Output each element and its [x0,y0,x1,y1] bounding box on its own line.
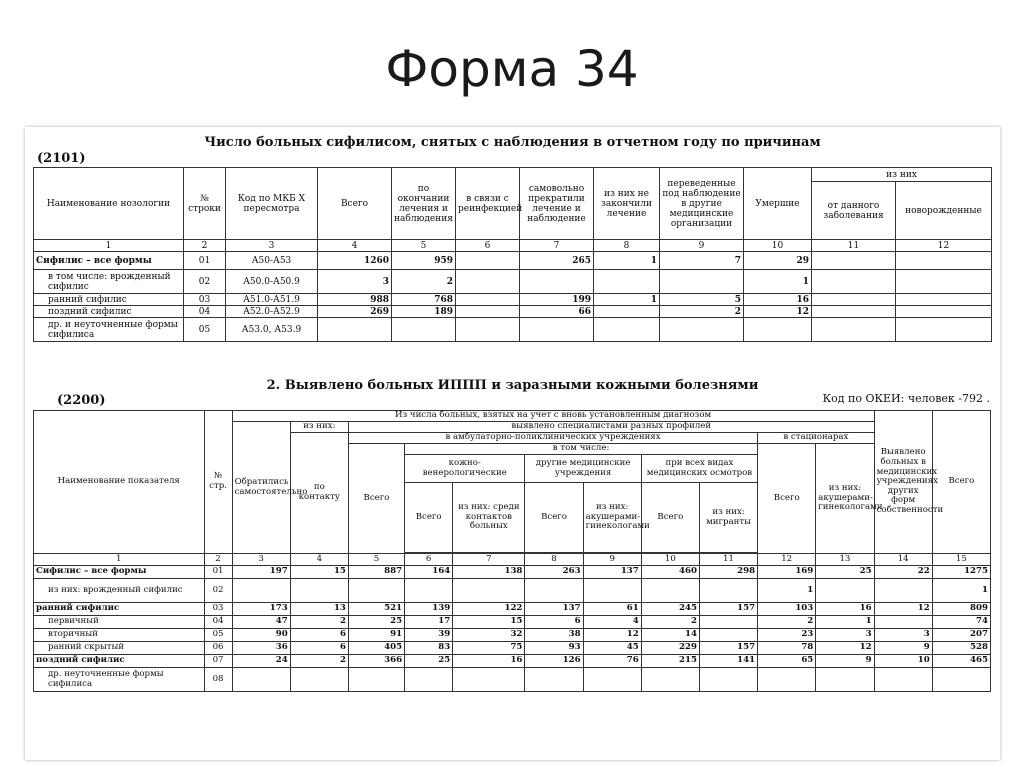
row-value: 16 [453,655,525,668]
t2-head-other-med: другие медицинские учреждения [525,455,641,483]
row-value [456,294,520,306]
t2-head-other-forms: Выявлено больных в медицинских учреждениях других форм собственности [874,411,932,554]
row-value: 245 [641,603,699,616]
row-value: 1 [594,294,660,306]
row-icd-code: А53.0, А53.9 [226,318,318,342]
t2-colnum: 4 [290,554,348,566]
row-line: 05 [204,629,232,642]
row-value: 36 [232,642,290,655]
t2-head-skin-ven: кожно-венерологические [405,455,525,483]
t2-colnum: 5 [348,554,404,566]
row-value [744,318,812,342]
row-value [896,270,992,294]
row-name: ранний сифилис [34,603,205,616]
row-value: 269 [318,306,392,318]
table-row [34,318,992,342]
t2-colnum: 6 [405,554,453,566]
row-value [816,579,874,603]
t1-colnum: 5 [392,240,456,252]
row-value [758,668,816,692]
row-value: 24 [232,655,290,668]
row-value: 1 [744,270,812,294]
t1-head-reinfection: в связи с реинфекцией [456,168,520,240]
t1-colnum: 1 [34,240,184,252]
row-value [699,668,757,692]
row-value [392,318,456,342]
row-value: 173 [232,603,290,616]
row-name: первичный [34,616,205,629]
row-value: 47 [232,616,290,629]
row-value: 10 [874,655,932,668]
row-value: 126 [525,655,583,668]
row-value [812,270,896,294]
t1-head-row: № строки [184,168,226,240]
row-value: 298 [699,566,757,579]
row-name: вторичный [34,629,205,642]
row-value: 9 [816,655,874,668]
row-value [812,252,896,270]
row-value [583,579,641,603]
row-value [816,668,874,692]
row-value: 74 [932,616,990,629]
row-value: 5 [660,294,744,306]
row-value: 93 [525,642,583,655]
row-value: 809 [932,603,990,616]
row-value: 157 [699,642,757,655]
t2-head-inpatient: в стационарах [758,433,874,444]
row-value [525,668,583,692]
table2-okei: Код по ОКЕИ: человек -792 . [822,392,990,405]
row-value: 4 [583,616,641,629]
t2-head-outpatient: в амбулаторно-поликлинических учреждениях [348,433,757,444]
row-value: 1275 [932,566,990,579]
row-name: др. неуточненные формы сифилиса [34,668,205,692]
t1-head-newborns: новорожденные [896,182,992,240]
row-value [812,306,896,318]
t2-head-self-applied: Обратились самостоятельно [232,422,290,554]
row-value: 265 [520,252,594,270]
row-value [348,668,404,692]
row-value [896,318,992,342]
row-value: 103 [758,603,816,616]
table2 [33,410,991,692]
row-name: ранний скрытый [34,642,205,655]
t2-head-other-total: Всего [525,483,583,553]
table-row [34,566,991,579]
t1-head-total: Всего [318,168,392,240]
row-value: 164 [405,566,453,579]
row-icd-code: А51.0-А51.9 [226,294,318,306]
row-value [812,294,896,306]
row-value [641,668,699,692]
t1-colnum: 11 [812,240,896,252]
row-value: 959 [392,252,456,270]
row-value: 405 [348,642,404,655]
row-value [594,306,660,318]
row-value [456,270,520,294]
row-value: 15 [453,616,525,629]
table-row [34,579,991,603]
t2-head-of-them: из них: [290,422,348,433]
form-document [25,127,1000,760]
row-name: из них: врожденный сифилис [34,579,205,603]
t2-head-including: в том числе: [405,444,758,455]
row-value [594,318,660,342]
t1-head-of-them: из них [812,168,992,182]
row-value: 988 [318,294,392,306]
row-value: 138 [453,566,525,579]
t2-colnum: 10 [641,554,699,566]
t2-colnum: 13 [816,554,874,566]
row-value [318,318,392,342]
t2-colnum: 9 [583,554,641,566]
t2-head-by-contact: по контакту [290,433,348,554]
row-line: 01 [184,252,226,270]
row-value: 263 [525,566,583,579]
row-value: 366 [348,655,404,668]
table-row [34,270,992,294]
t1-head-icd: Код по МКБ Х пересмотра [226,168,318,240]
row-value [660,270,744,294]
row-value: 207 [932,629,990,642]
row-value: 460 [641,566,699,579]
t2-head-contacts: из них: среди контактов больных [453,483,525,553]
row-value: 25 [348,616,404,629]
t2-head-migrants: из них: мигранты [699,483,757,553]
row-name: поздний сифилис [34,655,205,668]
row-value: 6 [290,629,348,642]
row-value [232,579,290,603]
t1-head-not-finished: из них не закончили лечение [594,168,660,240]
row-name: Сифилис – все формы [34,566,205,579]
row-name: др. и неуточненные формы сифилиса [34,318,184,342]
table1 [33,167,992,342]
t1-colnum: 2 [184,240,226,252]
t1-colnum: 10 [744,240,812,252]
row-line: 07 [204,655,232,668]
row-value: 15 [290,566,348,579]
table1-body [34,252,992,342]
row-value [699,629,757,642]
row-value: 3 [318,270,392,294]
row-value: 45 [583,642,641,655]
table2-body [34,566,991,692]
row-value [456,252,520,270]
table-row [34,629,991,642]
row-value [874,616,932,629]
row-value: 137 [525,603,583,616]
t2-head-row: № стр. [204,411,232,554]
row-value: 22 [874,566,932,579]
row-value [453,579,525,603]
t2-colnum: 14 [874,554,932,566]
row-value: 887 [348,566,404,579]
row-value: 6 [525,616,583,629]
t1-colnum: 9 [660,240,744,252]
row-value: 6 [290,642,348,655]
row-value: 465 [932,655,990,668]
row-value [583,668,641,692]
t2-colnum: 15 [932,554,990,566]
row-line: 06 [204,642,232,655]
row-value [660,318,744,342]
row-value [520,270,594,294]
row-value [456,306,520,318]
row-line: 05 [184,318,226,342]
row-value: 1 [816,616,874,629]
row-line: 08 [204,668,232,692]
row-value [896,306,992,318]
row-value: 91 [348,629,404,642]
row-value: 1 [932,579,990,603]
t2-head-inpatient-obgyn: из них: акушерами-гинекологами [816,444,874,554]
row-value: 12 [744,306,812,318]
t1-head-died: Умершие [744,168,812,240]
t1-head-completed: по окончании лечения и наблюдения [392,168,456,240]
row-value: 189 [392,306,456,318]
row-value: 25 [816,566,874,579]
row-line: 02 [184,270,226,294]
row-value [453,668,525,692]
row-value: 25 [405,655,453,668]
table2-title: 2. Выявлено больных ИППП и заразными кожными болезнями [266,378,759,393]
table-row [34,306,992,318]
row-name: в том числе: врожденный сифилис [34,270,184,294]
t2-head-prof-exam: при всех видах медицинских осмотров [641,455,757,483]
row-value: 61 [583,603,641,616]
row-value [456,318,520,342]
row-value: 7 [660,252,744,270]
t2-head-specialists: выявлено специалистами разных профилей [348,422,874,433]
row-line: 03 [184,294,226,306]
t2-colnum: 8 [525,554,583,566]
slide-title: Форма 34 [385,40,639,98]
t2-head-obgyn: из них: акушерами-гинекологами [583,483,641,553]
t1-colnum: 3 [226,240,318,252]
table-row [34,616,991,629]
row-value [812,318,896,342]
t1-head-name: Наименование нозологии [34,168,184,240]
row-value: 14 [641,629,699,642]
t2-head-group: Из числа больных, взятых на учет с вновь установленным диагнозом [232,411,874,422]
t1-colnum: 4 [318,240,392,252]
t2-head-total-all: Всего [932,411,990,554]
row-value: 199 [520,294,594,306]
t2-head-outpatient-total: Всего [348,444,404,554]
row-value: 12 [583,629,641,642]
t2-head-exam-total: Всего [641,483,699,553]
row-value: 169 [758,566,816,579]
row-value: 29 [744,252,812,270]
table-row [34,603,991,616]
table2-code: (2200) [57,393,106,408]
t1-head-from-disease: от данного заболевания [812,182,896,240]
row-value [699,579,757,603]
t1-head-transferred: переведенные под наблюдение в другие медицинские организации [660,168,744,240]
row-value [932,668,990,692]
row-value: 139 [405,603,453,616]
table1-code: (2101) [37,151,86,166]
row-name: Сифилис – все формы [34,252,184,270]
row-name: ранний сифилис [34,294,184,306]
row-value [594,270,660,294]
t1-colnum: 6 [456,240,520,252]
t2-colnum: 3 [232,554,290,566]
row-icd-code: А52.0-А52.9 [226,306,318,318]
row-value [641,579,699,603]
row-value: 16 [744,294,812,306]
row-value [699,616,757,629]
row-value [348,579,404,603]
t2-colnum: 1 [34,554,205,566]
row-value [874,579,932,603]
row-value: 1260 [318,252,392,270]
row-value: 2 [392,270,456,294]
row-line: 04 [184,306,226,318]
t2-colnum: 7 [453,554,525,566]
row-value: 1 [758,579,816,603]
row-value: 157 [699,603,757,616]
table1-title: Число больных сифилисом, снятых с наблюдения в отчетном году по причинам [204,135,821,150]
row-value [896,294,992,306]
row-value: 12 [816,642,874,655]
row-value: 9 [874,642,932,655]
t2-head-name: Наименование показателя [34,411,205,554]
row-value: 76 [583,655,641,668]
table-row [34,655,991,668]
row-value: 2 [290,655,348,668]
row-value: 2 [660,306,744,318]
row-value: 2 [758,616,816,629]
row-value: 23 [758,629,816,642]
row-value: 39 [405,629,453,642]
row-value: 215 [641,655,699,668]
row-value: 90 [232,629,290,642]
row-value [405,579,453,603]
row-value: 3 [816,629,874,642]
row-value [405,668,453,692]
row-value: 197 [232,566,290,579]
table-row [34,642,991,655]
row-value: 2 [290,616,348,629]
row-value: 521 [348,603,404,616]
row-icd-code: А50.0-А50.9 [226,270,318,294]
row-line: 02 [204,579,232,603]
row-value: 137 [583,566,641,579]
row-value: 13 [290,603,348,616]
table-row [34,294,992,306]
row-value: 3 [874,629,932,642]
row-line: 01 [204,566,232,579]
row-value: 78 [758,642,816,655]
row-value: 122 [453,603,525,616]
row-line: 03 [204,603,232,616]
t2-head-inpatient-total: Всего [758,444,816,554]
row-value: 65 [758,655,816,668]
row-value: 16 [816,603,874,616]
row-value: 2 [641,616,699,629]
row-value: 768 [392,294,456,306]
t1-colnum: 8 [594,240,660,252]
table-row [34,668,991,692]
row-value: 83 [405,642,453,655]
row-value: 229 [641,642,699,655]
row-icd-code: А50-А53 [226,252,318,270]
row-value [290,579,348,603]
t2-head-skin-total: Всего [405,483,453,553]
row-value: 528 [932,642,990,655]
t2-colnum: 11 [699,554,757,566]
row-value: 75 [453,642,525,655]
table-row [34,252,992,270]
row-value: 17 [405,616,453,629]
row-value: 32 [453,629,525,642]
t1-head-self-stopped: самовольно прекратили лечение и наблюдение [520,168,594,240]
row-line: 04 [204,616,232,629]
row-value [525,579,583,603]
t1-colnum: 12 [896,240,992,252]
t2-colnum: 2 [204,554,232,566]
t2-colnum: 12 [758,554,816,566]
t1-colnum: 7 [520,240,594,252]
row-value [520,318,594,342]
row-value: 66 [520,306,594,318]
row-value [290,668,348,692]
row-name: поздний сифилис [34,306,184,318]
row-value [896,252,992,270]
row-value: 141 [699,655,757,668]
row-value [232,668,290,692]
row-value: 12 [874,603,932,616]
row-value [874,668,932,692]
row-value: 38 [525,629,583,642]
row-value: 1 [594,252,660,270]
